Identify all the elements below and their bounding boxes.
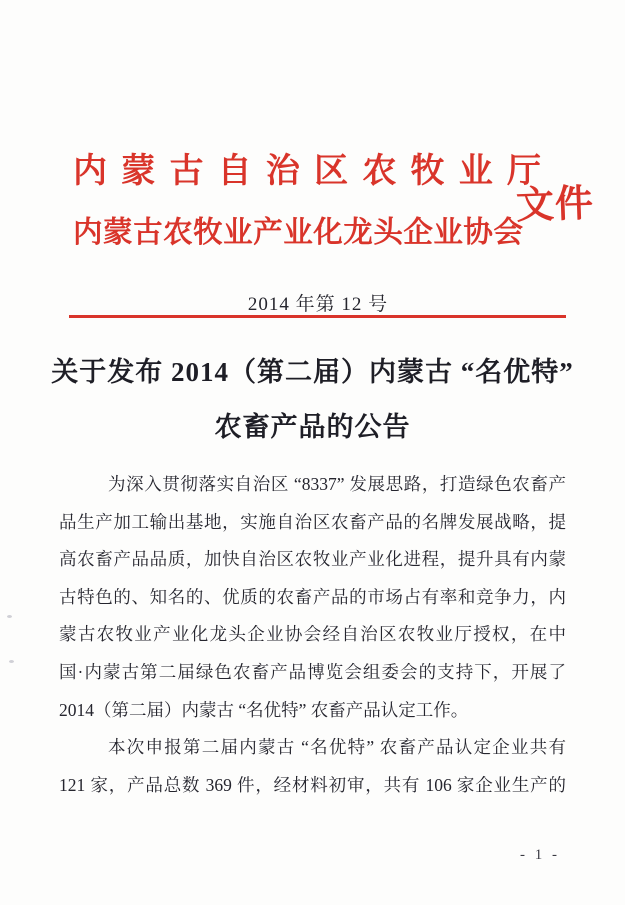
document-title-line-2: 农畜产品的公告	[214, 412, 411, 442]
document-issue-number: 2014 年第 12 号	[247, 294, 389, 315]
issuer-name-secondary	[73, 216, 523, 251]
document-label: 文件	[515, 182, 595, 228]
body-text	[59, 466, 566, 804]
scan-speck	[9, 660, 14, 663]
scan-speck	[7, 615, 12, 618]
letterhead-char: 区	[314, 153, 349, 190]
letterhead-char: 会	[493, 217, 523, 249]
letterhead-char: 古	[169, 153, 204, 190]
letterhead-char: 产	[253, 217, 283, 249]
letterhead-char: 龙	[343, 217, 373, 249]
body-line: 古特色的、知名的、优质的农畜产品的市场占有率和竞争力，内	[59, 586, 566, 607]
letterhead-char: 厅	[506, 153, 541, 190]
letterhead-char: 蒙	[103, 217, 133, 249]
letterhead-char: 治	[265, 153, 300, 190]
document-title-line-1: 关于发布 2014（第二届）内蒙古 “名优特”	[51, 357, 574, 387]
letterhead-char: 业	[223, 217, 253, 249]
letterhead-char: 业	[458, 153, 493, 190]
letterhead-char: 古	[133, 217, 163, 249]
body-line: 为深入贯彻落实自治区 “8337” 发展思路，打造绿色农畜产	[108, 474, 566, 494]
issuer-name-primary	[73, 152, 541, 191]
letterhead-char: 企	[403, 217, 433, 249]
letterhead-char: 业	[283, 217, 313, 249]
letterhead-char: 化	[313, 217, 343, 249]
letterhead-char: 自	[217, 153, 252, 190]
body-line: 国·内蒙古第二届绿色农畜产品博览会组委会的支持下，开展了	[59, 661, 566, 682]
red-divider-line	[69, 315, 566, 318]
body-line: 2014（第二届）内蒙古 “名优特” 农畜产品认定工作。	[59, 699, 469, 720]
body-line: 121 家，产品总数 369 件，经材料初审，共有 106 家企业生产的	[59, 774, 566, 795]
letterhead-char: 农	[362, 153, 397, 190]
body-line: 高农畜产品品质，加快自治区农牧业产业化进程，提升具有内蒙	[59, 549, 566, 570]
letterhead-char: 内	[73, 153, 107, 190]
page-number: - 1 -	[520, 847, 560, 863]
letterhead-char: 蒙	[121, 153, 156, 190]
body-line: 本次申报第二届内蒙古 “名优特” 农畜产品认定企业共有	[108, 737, 566, 758]
letterhead-char: 牧	[410, 153, 445, 190]
body-line: 品生产加工输出基地，实施自治区农畜产品的名牌发展战略，提	[59, 511, 566, 532]
letterhead-char: 协	[463, 217, 493, 249]
letterhead-char: 农	[163, 217, 193, 249]
letterhead-char: 业	[433, 217, 463, 249]
letterhead-char: 头	[373, 217, 403, 249]
body-line: 蒙古农牧业产业化龙头企业协会经自治区农牧业厅授权，在中	[59, 624, 566, 645]
letterhead-char: 牧	[193, 217, 223, 249]
letterhead-char: 内	[73, 217, 103, 249]
